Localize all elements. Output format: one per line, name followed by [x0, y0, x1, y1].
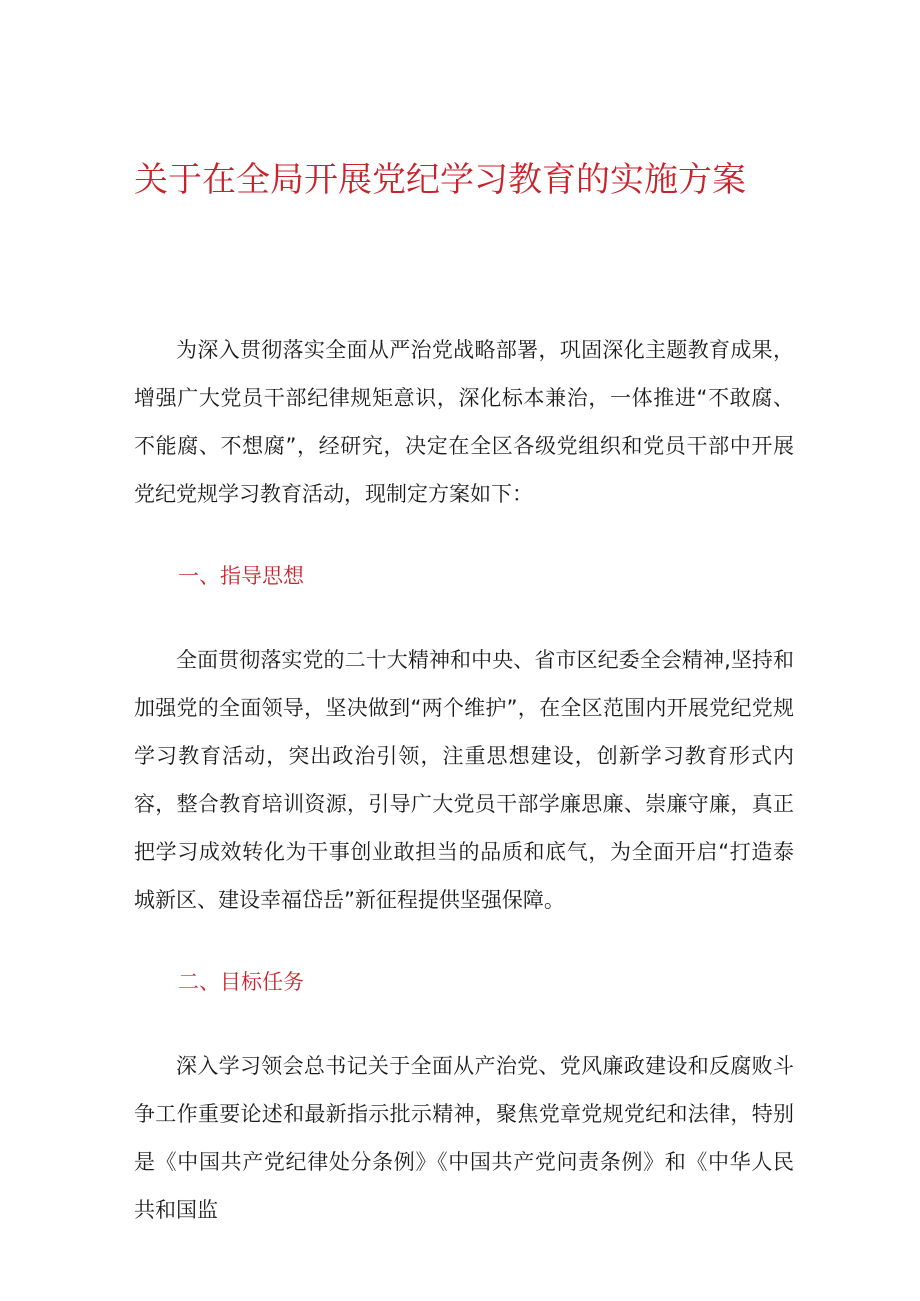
document-title: 关于在全局开展党纪学习教育的实施方案 — [134, 160, 746, 200]
intro-paragraph: 为深入贯彻落实全面从严治党战略部署，巩固深化主题教育成果，增强广大党员干部纪律规矩意识，深化标本兼治，一体推进“不敢腐、不能腐、不想腐”，经研究，决定在全区各级党组织和党员干部中开展党纪党规学习教育活动，现制定方案如下： — [134, 338, 794, 506]
section-body-guiding-ideology: 全面贯彻落实党的二十大精神和中央、省市区纪委全会精神,坚持和加强党的全面领导，坚决做到“两个维护”，在全区范围内开展党纪党规学习教育活动，突出政治引领，注重思想建设，创新学习教育形式内容，整合教育培训资源，引导广大党员干部学廉思廉、崇廉守廉，真正把学习成效转化为干事创业敢担当的品质和底气，为全面开启“打造泰城新区、建设幸福岱岳”新征程提供坚强保障。 — [134, 648, 794, 912]
section-body-goals-tasks: 深入学习领会总书记关于全面从产治党、党风廉政建设和反腐败斗争工作重要论述和最新指示批示精神，聚焦党章党规党纪和法律，特别是《中国共产党纪律处分条例》《中国共产党问责条例》和《中华人民共和国监 — [134, 1054, 794, 1222]
section-heading-goals-tasks: 二、目标任务 — [178, 970, 304, 994]
section-heading-guiding-ideology: 一、指导思想 — [178, 564, 304, 588]
